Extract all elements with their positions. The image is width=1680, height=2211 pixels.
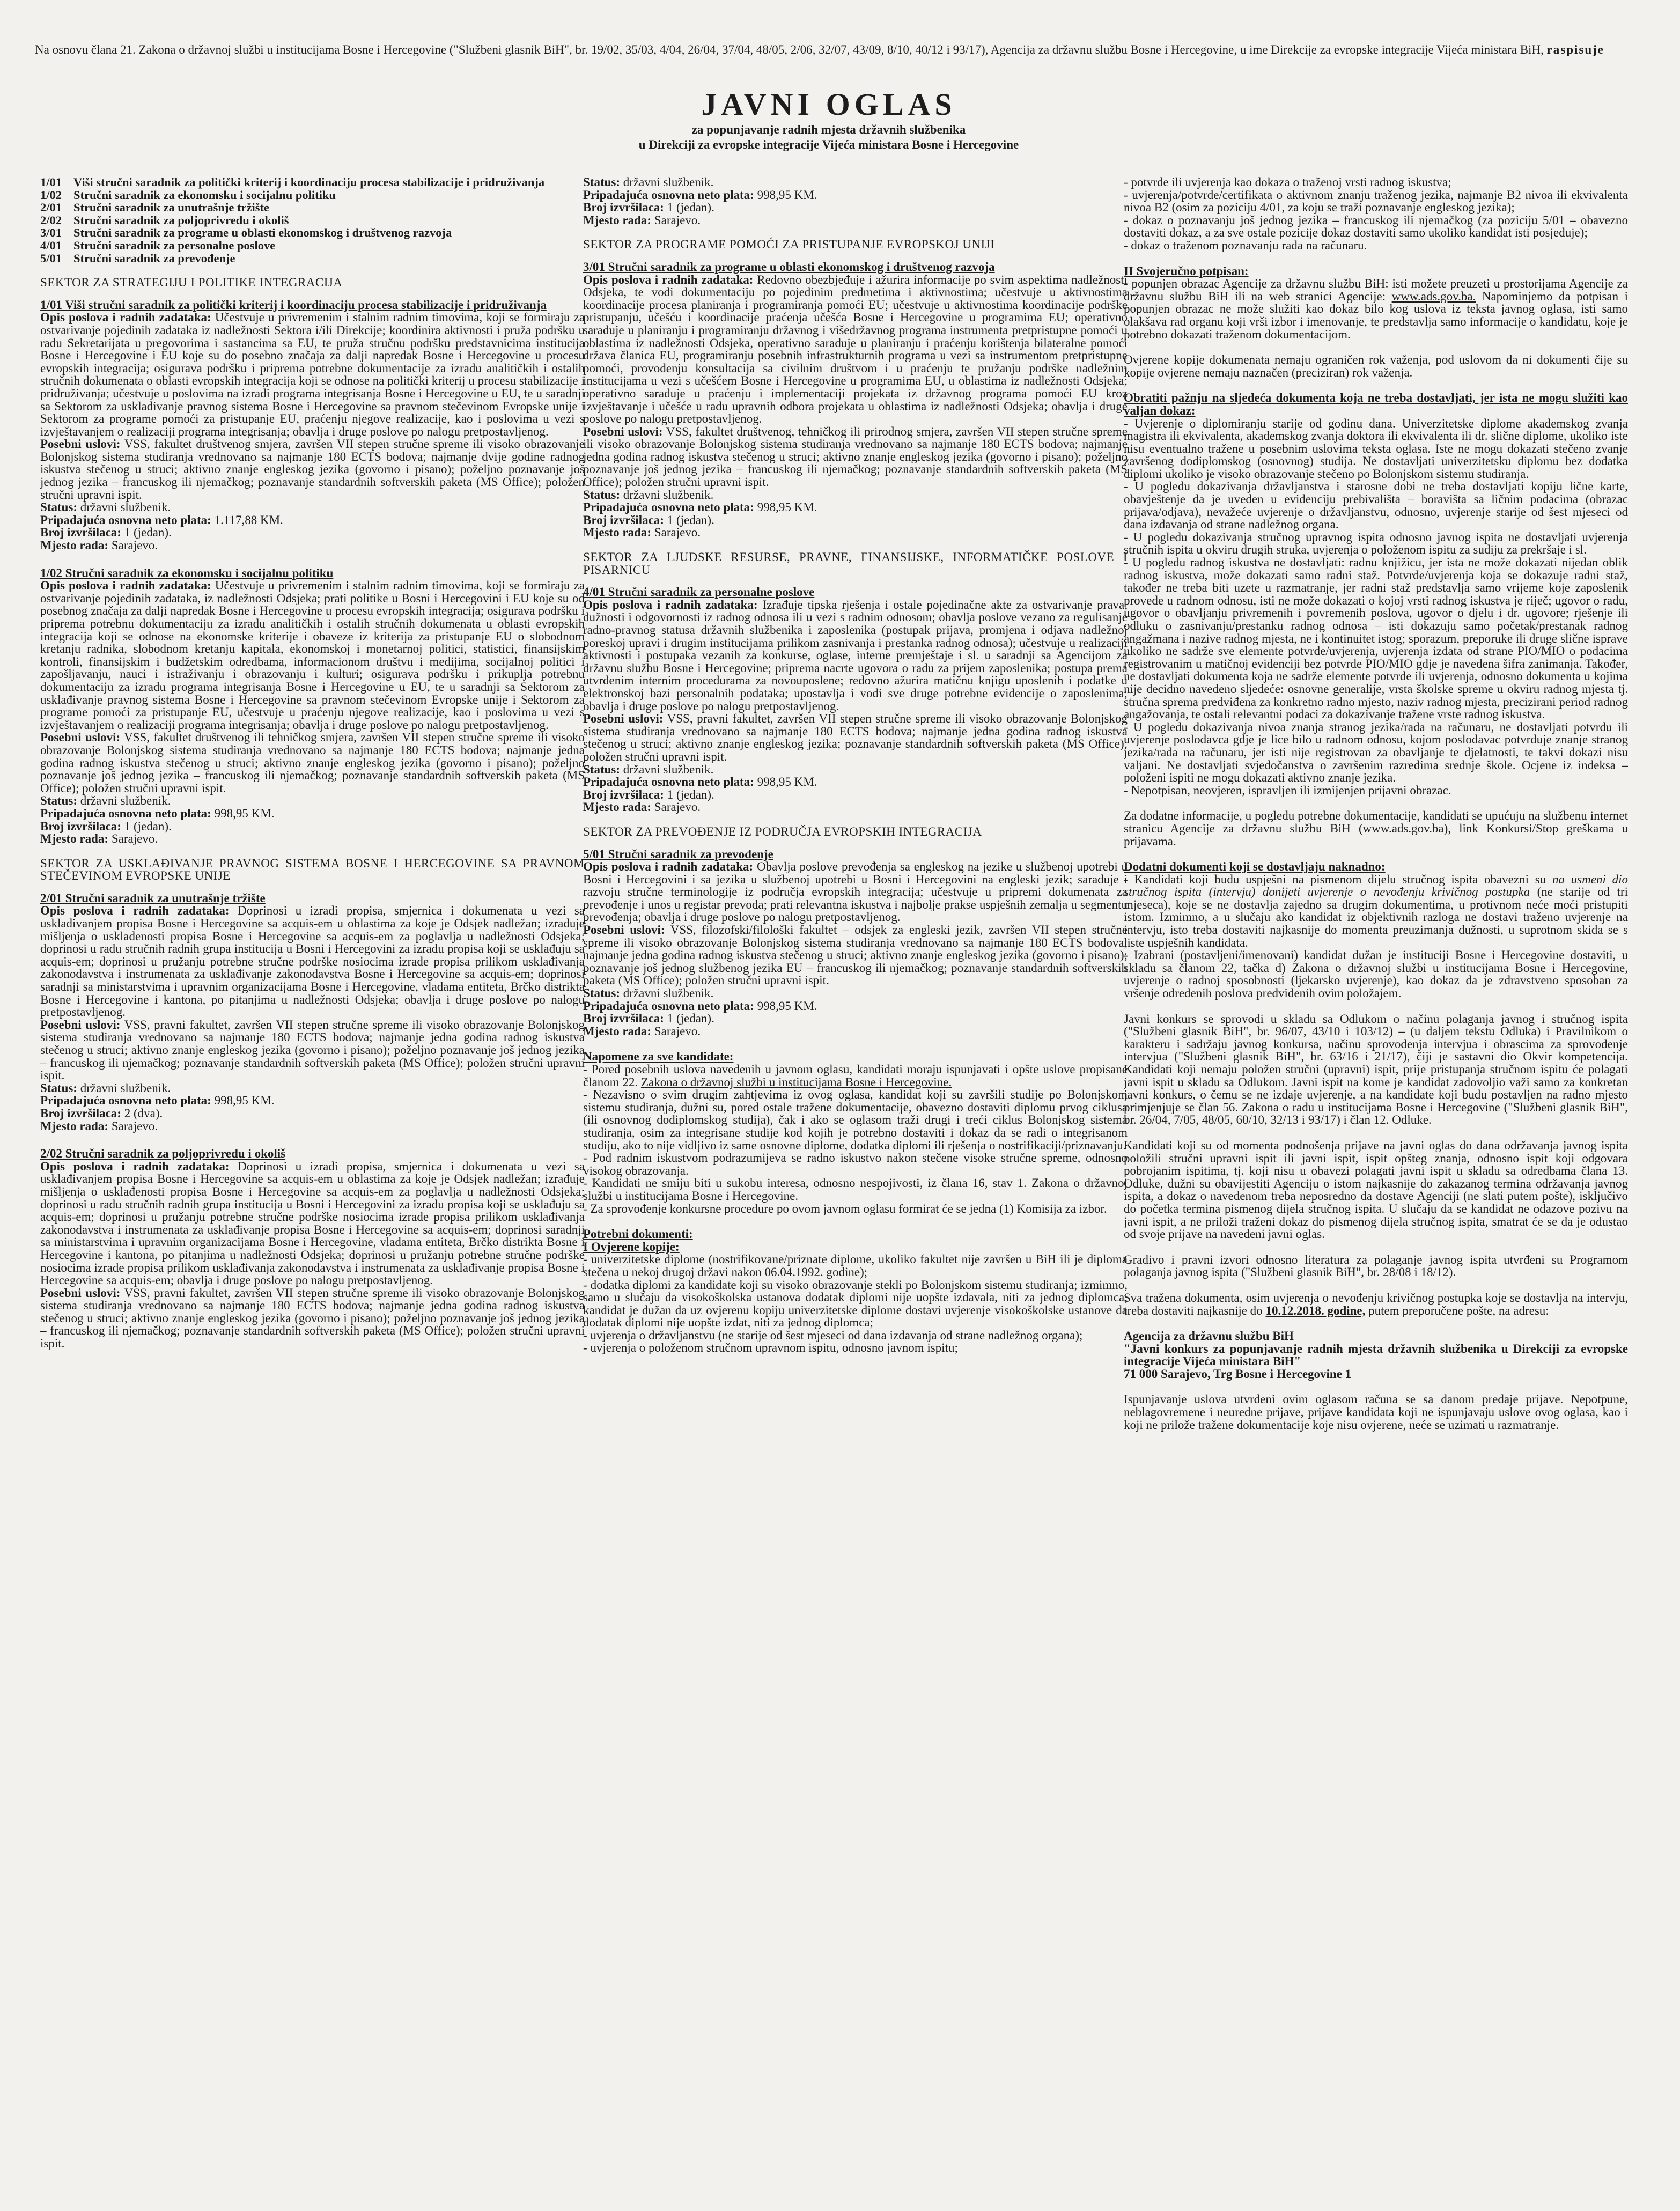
position-item: 3/01 Stručni saradnik za programe u oblasti ekonomskog i društvenog razvoja [40,226,452,240]
note-item: - Pod radnim iskustvom podrazumijeva se radno iskustvo nakon stečene visoke stručne spreme, odnosno visokog obrazovanja. [583,1151,1128,1177]
job-place: Mjesto rada: Sarajevo. [583,800,701,814]
announcement-subtitle-2: u Direkciji za evropske integracije Vijeća ministara Bosne i Hercegovine [638,138,1019,151]
job-title: 2/01 Stručni saradnik za unutrašnje tržište [40,891,266,905]
job-conditions: Posebni uslovi: VSS, pravni fakultet, završen VII stepen stručne spreme ili visoko obrazovanje Bolonjskog sistema studiranja vrednovano sa najmanje 180 ECTS bodova; najmanje jedna godina radnog iskustva stečenog u struci; aktivno znanje engleskog jezika (govorno i pisano); poželjno poznavanje još jednog jezika – francuskog ili njemačkog; poznavanje standardnih softverskih paketa (MS Office); položen stručni upravni ispit. [40,1286,585,1351]
attention-item: - U pogledu dokazivanja nivoa znanja stranog jezika/rada na računaru, ne dostavljati potvrdu ili uvjerenje poslodavca gdje je lice bilo u radnom odnosu, kojom poslodavac potvrđuje znanje stranog jezika/rada na računaru, jer isti nije registrovan za obavljanje te djelatnosti, te takvi dokazi nisu valjani. Ne dostavljati svjedočanstva o završenim razredima srednje škole. Ocjene iz indeksa – položeni ispiti ne mogu dokazati aktivno znanje jezika. [1124,720,1628,785]
address-line: 71 000 Sarajevo, Trg Bosne i Hercegovine 1 [1124,1367,1352,1381]
announcement-heading [30,87,1628,152]
job-duties: Opis poslova i radnih zadataka: Učestvuje u privremenim i stalnim radnim timovima, koji se formiraju za ostvarivanje pojedinih zadataka iz nadležnosti Sektora i/ili Direkcije; koordinira aktivnosti i pruža podršku u radu Sekretarijata u pregovorima i sastancima sa EU, te pruža stručnu podršku predstavnicima institucija Bosne i Hercegovine i EU koje su do posebno značaja za dalji napredak Bosne i Hercegovine u procesu evropskih integracija; osigurava podršku i priprema potrebne dokumentacije za izradu analitičkih i ostalih stručnih dokumenata o oblasti evropskih integracija koji se odnose na politički kriterij u procesu stabilizacije i pridruživanja; učestvuje u poslovima na izradi programa integrisanja Bosne i Hercegovine u EU, te u saradnji sa Sektorom za usklađivanje pravnog sistema Bosne i Hercegovine sa pravnom stečevinom Evropske unije i Sektorom za programe pomoći za pristupanje EU, praćenju njegove realizacije, kao i poslovima u vezi s izvještavanjem o realizaciji programa integrisanja; obavlja i druge poslove po nalogu pretpostavljenog. [40,311,585,438]
job-1-01 [40,299,585,552]
job-salary: Pripadajuća osnovna neto plata: 998,95 KM. [583,775,817,789]
job-status: Status: državni službenik. [40,794,171,808]
job-conditions: Posebni uslovi: VSS, pravni fakultet, završen VII stepen stručne spreme ili visoko obrazovanje Bolonjskog sistema studiranja vrednovano sa najmanje 180 ECTS bodova; najmanje jedna godina radnog iskustva stečenog u struci; aktivno znanje engleskog jezika (govorno i pisano); poželjno poznavanje još jednog jezika – francuskog ili njemačkog; poznavanje standardnih softverskih paketa (MS Office); položen stručni upravni ispit. [40,1018,585,1082]
intro-paragraph [35,42,1623,58]
position-item: 1/02 Stručni saradnik za ekonomsku i socijalnu politiku [40,188,336,202]
job-executors: Broj izvršilaca: 1 (jedan). [583,201,714,215]
job-salary: Pripadajuća osnovna neto plata: 998,95 KM. [40,806,275,820]
job-status: Status: državni službenik. [583,176,714,189]
documents-section [583,1228,1128,1354]
signature-section [1124,265,1628,341]
job-conditions: Posebni uslovi: VSS, fakultet društvenog smjera, završen VII stepen stručne spreme ili visoko obrazovanje Bolonjskog sistema studiranja vrednovano sa najmanje 180 ECTS bodova; najmanje dvije godine radnog iskustva stečenog u struci; aktivno znanje engleskog jezika (govorno i pisano); poželjno poznavanje još jednog jezika – francuskog ili njemačkog; poznavanje standardnih softverskih paketa (MS Office); položen stručni upravni ispit. [40,437,585,502]
job-place: Mjesto rada: Sarajevo. [40,832,158,846]
announcement-subtitle-1: za popunjavanje radnih mjesta državnih službenika [691,123,966,136]
deadline-paragraph: Sva tražena dokumenta, osim uvjerenja o nevođenju krivičnog postupka koje se dostavlja na intervju, treba dostaviti najkasnije do 10.12.2018. godine, putem preporučene pošte, na adresu: [1124,1291,1628,1317]
job-conditions: Posebni uslovi: VSS, filozofski/filološki fakultet – odsjek za engleski jezik, završen VII stepen stručne spreme ili visoko obrazovanje Bolonjskog sistema studiranja vrednovano sa najmanje 180 ECTS bodova; najmanje jedna godina radnog iskustva stečenog u struci; aktivno znanje engleskog jezika (govorno i pisano); poznavanje još jednog službenog jezika EU – francuskog ili njemačkog; poznavanje standardnih softverskih paketa (MS Office); položen stručni upravni ispit. [583,923,1128,987]
attention-heading: Obratiti pažnju na sljedeća dokumenta koja ne treba dostavljati, jer ista ne mogu služiti kao valjan dokaz: [1124,391,1628,417]
intro-text: Na osnovu člana 21. Zakona o državnoj službi u institucijama Bosne i Hercegovine ("Službeni glasnik BiH", br. 19/02, 35/03, 4/04, 26/04, 37/04, 48/05, 2/06, 32/07, 43/09, 8/10, 40/12 i 93/17), Agencija za državnu službu Bosne i Hercegovine, u ime Direkcije za evropske integracije Vijeća ministara BiH, [35,43,1544,56]
job-status: Status: državni službenik. [583,986,714,1000]
closing-paragraph: Javni konkurs se sprovodi u skladu sa Odlukom o načinu polaganja javnog i stručnog ispita ("Službeni glasnik BiH", br. 96/07, 43/10 i 103/12) – (u daljem tekstu Odluka) i Pravilnikom o karakteru i sadržaju javnog konkursa, načinu sprovođenja intervjua i obrascima za sprovođenje intervjua ("Službeni glasnik BiH", br. 63/16 i 21/17), čiji je sastavni dio Okvir kompetencija. Kandidati koji nemaju položen stručni (upravni) ispit, prije pristupanja stručnom ispitu će polagati javni ispit u skladu sa Odlukom. Javni ispit na kome je kandidat zadovoljio važi samo za konkretan javni konkurs, o čemu se ne izdaje uvjerenje, a na kandidate koji budu postavljen na radno mjesto primjenjuje se član 56. Zakona o radu u institucijama Bosne i Hercegovine ("Službeni glasnik BiH", br. 26/04, 7/05, 48/05, 60/10, 32/13 i 93/17) i član 12. Odluke. [1124,1012,1628,1127]
notes-heading: Napomene za sve kandidate: [583,1050,734,1064]
attention-item: - U pogledu dokazivanja stručnog upravnog ispita odnosno javnog ispita ne dostavljati uvjerenja stručnih ispita u okviru drugih struka, uvjerenja o položenom ispitu za sudiju za prekršaje i sl. [1124,530,1628,557]
job-conditions: Posebni uslovi: VSS, pravni fakultet, završen VII stepen stručne spreme ili visoko obrazovanje Bolonjskog sistema studiranja vrednovano sa najmanje 180 ECTS bodova; najmanje jedna godina radnog iskustva stečenog u struci; aktivno znanje engleskog jezika; poznavanje standardnih softverskih paketa (MS Office); položen stručni upravni ispit. [583,712,1128,763]
job-duties: Opis poslova i radnih zadataka: Doprinosi u izradi propisa, smjernica i dokumenata u vezi sa usklađivanjem propisa Bosne i Hercegovine sa acquis-em u oblastima za koje je Odsjek nadležan; izrađuje mišljenja o usklađenosti propisa Bosne i Hercegovine sa acquis-em za poglavlja u nadležnosti Odsjeka; doprinosi u radu stručnih radnih grupa institucija u Bosni i Hercegovini za izradu propisa koji se usklađuju sa acquis-em; doprinosi u pružanju potrebne stručne podrške nosiocima izrade propisa prilikom usklađivanja zakonodavstva i instrumenata za usklađivanje propisa Bosne i Hercegovine sa acquis-em; doprinosi saradnji sa ministarstvima i upravnim organizacijama Bosne i Hercegovine, vladama entiteta, Brčko distrikta Bosne i Hercegovine i kantona, po pitanjima u nadležnosti Odsjeka; doprinosi u pružanju potrebne stručne podrške nosiocima izrade propisa prilikom usklađivanja zakonodavstva i instrumenata za usklađivanje propisa Bosne i Hercegovine sa acquis-em; obavlja i druge poslove po nalogu pretpostavljenog. [40,1159,585,1287]
job-title: 1/01 Viši stručni saradnik za politički kriterij i koordinaciju procesa stabilizacije i pridruživanja [40,298,547,312]
job-duties: Opis poslova i radnih zadataka: Obavlja poslove prevođenja sa engleskog na jezike u službenoj upotrebi u Bosni i Hercegovini i sa jezika u službenoj upotrebi u Bosni i Hercegovini na engleski jezik; sarađuje i razvoju stručne terminologije iz područja evropskih integracija; učestvuje u pripremi dokumenata za prevođenje i unos u registar prevoda; prati relevantna iskustva i najbolje prakse uspješnih zemalja u segmentu prevođenja; obavlja i druge poslove po nalogu pretpostavljenog. [583,860,1128,924]
mailing-address [1124,1330,1628,1380]
notes-section [583,1050,1128,1215]
positions-list [40,176,585,264]
job-title: 2/02 Stručni saradnik za poljoprivredu i okoliš [40,1147,286,1161]
document-item: - dodatka diplomi za kandidate koji su visoko obrazovanje stekli po Bolonjskom sistemu studiranja; izmimno, samo u slučaju da visokoškolska ustanova dodatak diplomi nije uopšte izdavala, niti za jednog diplomca, kandidat je dužan da uz ovjerenu kopiju univerzitetske diplome dostavi uvjerenje visokoškolske ustanove da dodatak diplomi nije uopšte izdat, niti za jednog diplomca; [583,1278,1128,1330]
job-duties: Opis poslova i radnih zadataka: Izrađuje tipska rješenja i ostale pojedinačne akte za ostvarivanje prava, dužnosti i odgovornosti iz radnog odnosa ili u vezi s radnim odnosom; obavlja poslove vezano za regulisanje radno-pravnog statusa državnih službenika i zaposlenika (postupak prijava, promjena i odjava nadležnoj poreskoj upravi i drugim institucijama prilikom zasnivanja i prestanka radnog odnosa); učestvuje u realizaciji aktivnosti i postupaka vezanih za konkurse, oglase, interne premještaje i sl. u saradnji sa Agencijom za državnu službu Bosne i Hercegovine; priprema nacrte ugovora o radu za prijem zaposlenika; postupa prema utvrđenim internim procedurama za novouposlene; redovno ažurira matičnu knjigu uposlenih i podatke u elektronskoj bazi personalnih podataka; upostavlja i vodi sve druge potrebne evidencije o zaposlenima; obavlja i druge poslove po nalogu pretpostavljenog. [583,598,1128,713]
address-line: Agencija za državnu službu BiH [1124,1329,1294,1343]
attention-section [1124,392,1628,797]
note-item: - Kandidati ne smiju biti u sukobu interesa, odnosno nespojivosti, iz člana 16, stav 1. Zakona o državnoj službi u institucijama Bosne i Hercegovine. [583,1176,1128,1203]
job-duties: Opis poslova i radnih zadataka: Doprinosi u izradi propisa, smjernica i dokumenata u vezi sa usklađivanjem propisa Bosne i Hercegovine sa acquis-em u oblastima za koje je Odsjek nadležan; izrađuje mišljenja o usklađenosti propisa Bosne i Hercegovine sa acquis-em za poglavlja u nadležnosti Odsjeka; doprinosi u radu stručnih radnih grupa institucija u Bosni i Hercegovini za izradu propisa koji se usklađuju sa acquis-em; doprinosi u pružanju potrebne stručne podrške nosiocima izrade propisa prilikom usklađivanja zakonodavstva i instrumenata za usklađivanje zakonodavstva Bosne i Hercegovine sa acquis-em; doprinosi saradnji sa ministarstvima i upravnim organizacijama Bosne i Hercegovine, vladama entiteta, Brčko distrikta Bosne i Hercegovine i kantona, po pitanjima u nadležnosti Odsjeka; obavlja i druge poslove po nalogu pretpostavljenog. [40,904,585,1019]
intro-verb: raspisuje [1546,43,1604,56]
document-item: - uvjerenja/potvrde/certifikata o aktivnom znanju traženog jezika, najmanje B2 nivoa ili ekvivalenta nivoa B2 (osim za poziciju 4/01, za koju se traži poznavanje engleskog jezika); [1124,188,1628,215]
job-salary: Pripadajuća osnovna neto plata: 998,95 KM. [40,1094,275,1108]
position-item: 5/01 Stručni saradnik za prevođenje [40,251,235,265]
job-place: Mjesto rada: Sarajevo. [583,1024,701,1038]
copies-validity-note: Ovjerene kopije dokumenata nemaju ograničen rok važenja, pod uslovom da ni dokumenti čije su kopije ovjerene nemaju naznačen (preciziran) rok važenja. [1124,353,1628,379]
job-title: 3/01 Stručni saradnik za programe u oblasti ekonomskog i društvenog razvoja [583,260,995,274]
job-place: Mjesto rada: Sarajevo. [583,213,701,227]
document-item: - dokaz o poznavanju još jednog jezika – francuskog ili njemačkog (za poziciju 5/01 – obavezno dostaviti dokaz, a za sve ostale pozicije dokaz dostaviti samo ukoliko kandidat isti posjeduje); [1124,213,1628,240]
sector-heading: SEKTOR ZA USKLAĐIVANJE PRAVNOG SISTEMA BOSNE I HERCEGOVINE SA PRAVNOM STEČEVINOM EVROPSKE UNIJE [40,856,585,883]
position-item: 4/01 Stručni saradnik za personalne poslove [40,238,276,252]
additional-info: Za dodatne informacije, u pogledu potrebne dokumentacije, kandidati se upućuju na službenu internet stranicu Agencije za državnu službu BiH (www.ads.gov.ba), link Konkursi/Stop greškama u prijavama. [1124,809,1628,848]
closing-paragraph: Gradivo i pravni izvori odnosno literatura za polaganje javnog ispita utvrđeni su Programom polaganja javnog ispita ("Službeni glasnik BiH", br. 28/08 i 18/12). [1124,1252,1628,1279]
document-item: - uvjerenja o položenom stručnom upravnom ispitu, odnosno javnom ispitu; [583,1341,958,1355]
signature-heading: II Svojeručno potpisan: [1124,264,1249,278]
job-executors: Broj izvršilaca: 1 (jedan). [40,819,172,833]
attention-item: - U pogledu dokazivanja državljanstva i starosne dobi ne treba dostavljati kopiju lične karte, obavještenje da je uveden u evidenciju prebivališta – boravišta sa ličnim podacima (obrazac prijava/odjava), nevažeće uvjerenje o državljanstvu, odnosno, uvjerenje starije od šest mjeseci od dana izdavanja od strane nadležnog organa. [1124,480,1628,532]
job-conditions: Posebni uslovi: VSS, fakultet društvenog, tehničkog ili prirodnog smjera, završen VII stepen stručne spreme ili visoko obrazovanje Bolonjskog sistema studiranja vrednovano sa najmanje 180 ECTS bodova; najmanje jedna godina radnog iskustva stečenog u struci; aktivno znanje engleskog jezika (govorno i pisano); poželjno poznavanje još jednog jezika – francuskog ili njemačkog; poznavanje standardnih softverskih paketa (MS Office); položen stručni upravni ispit. [583,424,1128,489]
newspaper-page [30,35,1628,2186]
sector-heading: SEKTOR ZA PROGRAME POMOĆI ZA PRISTUPANJE EVROPSKOJ UNIJI [583,238,995,252]
job-salary: Pripadajuća osnovna neto plata: 998,95 KM. [583,500,817,514]
job-executors: Broj izvršilaca: 1 (jedan). [40,526,172,540]
job-place: Mjesto rada: Sarajevo. [40,1119,158,1133]
sector-heading: SEKTOR ZA PREVOĐENJE IZ PODRUČJA EVROPSKIH INTEGRACIJA [583,824,982,838]
attention-item: - Uvjerenje o diplomiranju starije od godinu dana. Univerzitetske diplome akademskog zvanja magistra ili ekvivalenta, akademskog zvanja doktora ili ekvivalenta ili dr. slične diplome, ukoliko iste nisu eventualno tražene u posebnim uslovima teksta oglasa. Iste ne mogu dokazati stečeno zvanje završenog dodiplomskog (osnovnog) studija. Ne dostavljati univerzitetsku diplomu bez dodatka diplomi ukoliko je visoko obrazovanje stečeno po Bolonjskom sistemu studiranja. [1124,416,1628,481]
job-2-02-continued [583,176,1128,226]
job-executors: Broj izvršilaca: 1 (jedan). [583,513,714,527]
attention-item: - U pogledu radnog iskustva ne dostavljati: radnu knjižicu, jer ista ne može dokazati nijedan oblik radnog iskustva, može dokazati samo radni staž. Potvrde/uvjerenja koja se dokazuje radni staž, također ne treba biti uzete u razmatranje, jer radni staž predstavlja samo vrijeme koje zaposlenik provede u radnom odnosu, isti ne može dokazati o kojoj vrsti radnog iskustva je riječ; ugovor o radu, ugovor o obavljanju privremenih i povremenih poslova, ugovor o djelu i dr. ugovore; rješenje ili odluku o zasnivanju/prestanku radnog odnosa – isti dokazuju samo početak/prestanak radnog angažmana i nazive radnog mjesta, ne i kontinuitet istog; sporazum, preporuke ili druge slične isprave ukoliko ne sadrže sve elemente potvrde/uvjerenja, uvjerenja izdata od strane PIO/MIO o podacima registrovanim u matičnoj evidenciji bez potvrde PIO/MIO gdje je navedena šifra zanimanja. Također, ne dostavljati dokumenta koja ne sadrže elemente potvrde ili uvjerenja, odnosno dokumenta u kojima nije decidno navedeno sljedeće: osnovne generalije, vrsta školske spreme u okviru radnog mjesta tj. stručna sprema predviđena za konkretno radno mjesto, naziv radnog mjesta, precizirani period radnog angažovanja, te ostali relevantni podaci za dokazivanje tražene vrste radnog iskustva. [1124,556,1628,721]
job-duties: Opis poslova i radnih zadataka: Redovno obezbjeđuje i ažurira informacije po svim aspektima nadležnosti Odsjeka, te vodi dokumentaciju po pojedinim predmetima i aktivnostima; učestvuje u aktivnostima koordinacije procesa planiranja i programiranja pomoći EU; učestvuje u aktivnostima koordinacije podrške pristupanju, učešću i koordinacije praćenja učešća Bosne i Hercegovine u programima EU; operativno sarađuje u planiranju i programiranju državnog i višedržavnog programa instrumenta pretpristupne pomoći u oblastima iz nadležnosti Odsjeka, operativno sarađuje u planiranju i praćenju korištenja bilateralne pomoći država članica EU, programiranju posebnih infrastrukturnih programa u vezi sa instrumentom pretpristupne pomoći, provođenju konsultacija sa civilnim društvom i u praćenju te pružanju podrške nadležnim institucijama u vezi s učešćem Bosne i Hercegovine u programima EU, u oblastima iz nadležnosti Odsjeka; operativno sarađuje u praćenju i implementaciji projekata iz državnog programa pomoći EU kroz izvještavanje i učešće u radu upravnih odbora projekata u oblastima iz nadležnosti Odsjeka; obavlja i druge poslove po nalogu pretpostavljenog. [583,272,1128,426]
additional-documents-heading: Dodatni dokumenti koji se dostavljaju naknadno: [1124,860,1386,874]
job-place: Mjesto rada: Sarajevo. [583,526,701,540]
job-2-02 [40,1147,585,1350]
job-executors: Broj izvršilaca: 1 (jedan). [583,1012,714,1026]
job-salary: Pripadajuća osnovna neto plata: 1.117,88 KM. [40,513,283,527]
job-status: Status: državni službenik. [583,762,714,776]
note-item: - Pored posebnih uslova navedenih u javnom oglasu, kandidati moraju ispunjavati i opšte uslove propisane članom 22. Zakona o državnoj službi u institucijama Bosne i Hercegovine. [583,1063,1128,1089]
sector-heading: SEKTOR ZA STRATEGIJU I POLITIKE INTEGRACIJA [40,276,343,290]
attention-item: - Nepotpisan, neovjeren, ispravljen ili izmijenjen prijavni obrazac. [1124,783,1451,797]
documents-heading: Potrebni dokumenti: [583,1227,693,1241]
job-duties: Opis poslova i radnih zadataka: Učestvuje u privremenim i stalnim radnim timovima, koji se formiraju za ostvarivanje pojedinih zadataka, iz nadležnosti Odsjeka; prati politike u Bosni i Hercegovini i EU koje su od posebnog značaja za dalji napredak Bosne i Hercegovine u procesu evropskih integracija; osigurava podršku i priprema potrebnu dokumentaciju za izradu analitičkih i ostalih stručnih dokumenata u oblasti evropskih integracija koji se odnose na ekonomske kriterije i obaveze iz kriterija za pristupanje EU o slobodnom kretanju radnika, slobodnom kretanju kapitala, ekonomskoj i monetarnoj politici, statistici, finansijskim kontroli, finansijskim i budžetskim odredbama, informacionom društvu i medijima, socijalnoj politici i zapošljavanju, nauci i istraživanju i obrazovanju i kulturi; osigurava podršku i prikuplja potrebnu dokumentaciju za izradu programa integrisanja Bosne i Hercegovine u EU, te u saradnji sa Sektorom za usklađivanje pravnog sistema Bosne i Hercegovine sa pravnom stečevinom Evropske unije i Sektorom za programe pomoći za pristupanje EU, učestvuje u praćenju njegove realizacije, kao i poslovima u vezi s izvještavanjem o realizaciji programa integrisanja; obavlja i druge poslove po nalogu pretpostavljenog. [40,579,585,732]
job-title: 1/02 Stručni saradnik za ekonomsku i socijalnu politiku [40,566,334,580]
position-item: 2/01 Stručni saradnik za unutrašnje tržište [40,201,269,215]
job-executors: Broj izvršilaca: 1 (jedan). [583,787,714,801]
position-item: 1/01 Viši stručni saradnik za politički kriterij i koordinaciju procesa stabilizacije i pridruživanja [40,176,545,189]
signature-text: - popunjen obrazac Agencije za državnu službu BiH: isti možete preuzeti u prostorijama Agencije za državnu službu BiH ili na web stranici Agencije: www.ads.gov.ba. Napominjemo da potpisan i popunjen obrazac ne može služiti kao dokaz bilo kog uslova iz teksta javnog oglasa, isti samo olakšava rad organu koji vrši izbor i imenovanje, te predstavlja samo informacije o kandidatu, koje je potrebno dokazati traženom dokumentacijom. [1124,277,1628,341]
job-title: 5/01 Stručni saradnik za prevođenje [583,847,773,861]
job-executors: Broj izvršilaca: 2 (dva). [40,1106,163,1120]
ads-website-link[interactable]: www.ads.gov.ba. [1391,289,1476,303]
job-4-01 [583,586,1128,814]
document-item: - uvjerenja o državljanstvu (ne starije od šest mjeseci od dana izdavanja od strane nadležnog organa); [583,1328,1083,1342]
document-item: - univerzitetske diplome (nostrifikovane/priznate diplome, ukoliko fakultet nije završen u BiH ili je diploma stečena u nekoj drugoj državi nakon 06.04.1992. godine); [583,1252,1128,1279]
job-status: Status: državni službenik. [40,500,171,514]
job-salary: Pripadajuća osnovna neto plata: 998,95 KM. [583,999,817,1013]
closing-paragraph: Kandidati koji su od momenta podnošenja prijave na javni oglas do dana održavanja javnog ispita položili stručni upravni ispit ili javni ispit, ispit opšteg znanja, odnosno ispit koji odgovara pobrojanim ispitima, tj. koji nisu u obavezi polagati javni ispit u skladu sa odredbama člana 13. Odluke, dužni su obavijestiti Agenciju o istom najkasnije do zakazanog termina održavanja javnog ispita, a dokaz o navedenom treba neposredno da dostave Agenciji (ne slati putem pošte), isključivo do početka termina pismenog dijela stručnog ispita. U slučaju da se kandidat ne odazove pozivu na javni ispit, a ne priloži traženi dokaz do pismenog dijela stručnog ispita, smatrat će se da je odustao od svoje prijave na navedeni javni oglas. [1124,1138,1628,1241]
position-item: 2/02 Stručni saradnik za poljoprivredu i okoliš [40,213,289,227]
job-status: Status: državni službenik. [583,488,714,502]
document-item: - potvrde ili uvjerenja kao dokaza o traženoj vrsti radnog iskustva; [1124,176,1451,189]
address-line: "Javni konkurs za popunjavanje radnih mjesta državnih službenika u Direkciji za evropske integracije Vijeća ministara BiH" [1124,1342,1628,1368]
additional-item: - Izabrani (postavljeni/imenovani) kandidat dužan je instituciji Bosne i Hercegovine dostaviti, u skladu sa članom 22, tačka d) Zakona o državnoj službi u institucijama Bosne i Hercegovine, uvjerenje o radnoj sposobnosti (ljekarsko uvjerenje), kao dokaz da je zdravstveno sposoban za vršenje određenih poslova predviđenih ovim položajem. [1124,948,1628,1000]
documents-subheading: I Ovjerene kopije: [583,1240,680,1254]
job-5-01 [583,848,1128,1038]
sector-heading: SEKTOR ZA LJUDSKE RESURSE, PRAVNE, FINANSIJSKE, INFORMATIČKE POSLOVE I PISARNICU [583,550,1128,577]
closing-paragraph: Ispunjavanje uslova utvrđeni ovim oglasom računa se sa danom predaje prijave. Nepotpune, neblagovremene i neuredne prijave, prijave kandidata koji ne ispunjavaju uslove ovog oglasa, kao i koji ne prilože tražene dokumentacije koje nisu ovjerene, neće se uzimati u razmatranje. [1124,1392,1628,1432]
additional-documents-section [1124,860,1628,1000]
document-item: - dokaz o traženom poznavanju rada na računaru. [1124,238,1367,252]
deadline-date: 10.12.2018. godine, [1265,1303,1366,1317]
job-3-01 [583,261,1128,539]
job-status: Status: državni službenik. [40,1081,171,1095]
documents-continued [1124,176,1628,252]
job-salary: Pripadajuća osnovna neto plata: 998,95 KM. [583,188,817,202]
job-place: Mjesto rada: Sarajevo. [40,539,158,552]
column-3 [1124,176,1628,2182]
note-item: - Za sprovođenje konkursne procedure po ovom javnom oglasu formirat će se jedna (1) Komisija za izbor. [583,1202,1107,1215]
additional-item: - Kandidati koji budu uspješni na pismenom dijelu stručnog ispita obavezni su na usmeni dio stručnog ispita (intervju) donijeti uvjerenje o nevođenju krivičnog postupka (ne starije od tri mjeseca), koje se ne dostavlja zajedno sa drugim dokumentima, u protivnom neće moći pristupiti istom. Izmimno, a u slučaju ako kandidat iz objektivnih razloga ne dostavi traženo uvjerenje na intervju, isto treba dostaviti najkasnije do momenta preuzimanja dužnosti, u suprotnom skida se s liste uspješnih kandidata. [1124,872,1628,949]
job-conditions: Posebni uslovi: VSS, fakultet društvenog ili tehničkog smjera, završen VII stepen stručne spreme ili visoko obrazovanje Bolonjskog sistema studiranja vrednovano sa najmanje 180 ECTS bodova; najmanje jedna godina radnog iskustva stečenog u struci; aktivno znanje engleskog jezika (govorno i pisano); poželjno poznavanje još jednog jezika – francuskog ili njemačkog; poznavanje standardnih softverskih paketa (MS Office); položen stručni upravni ispit. [40,731,585,795]
job-2-01 [40,892,585,1132]
note-item: - Nezavisno o svim drugim zahtjevima iz ovog oglasa, kandidat koji su završili studije po Bolonjskom sistemu studiranja, dužni su, pored ostale tražene dokumentacije, obavezno dostaviti diplomu prvog ciklusa (ili osnovnog dodiplomskog studija), čak i ako se oglasom traži drugi i treći ciklus Bolonjskog sistema studiranja, osim za integrisane studije kod kojih je potrebno dostaviti i dokaz da se radi o integrisanom studiju, ako to nije vidljivo iz same osnovne diplome, dodatka diplomi ili rješenja o nostrifikaciji/priznavanju. [583,1088,1128,1152]
column-2 [583,176,1128,2182]
job-title: 4/01 Stručni saradnik za personalne poslove [583,585,815,599]
announcement-title: JAVNI OGLAS [701,87,956,122]
column-1 [40,176,585,2182]
job-1-02 [40,567,585,845]
